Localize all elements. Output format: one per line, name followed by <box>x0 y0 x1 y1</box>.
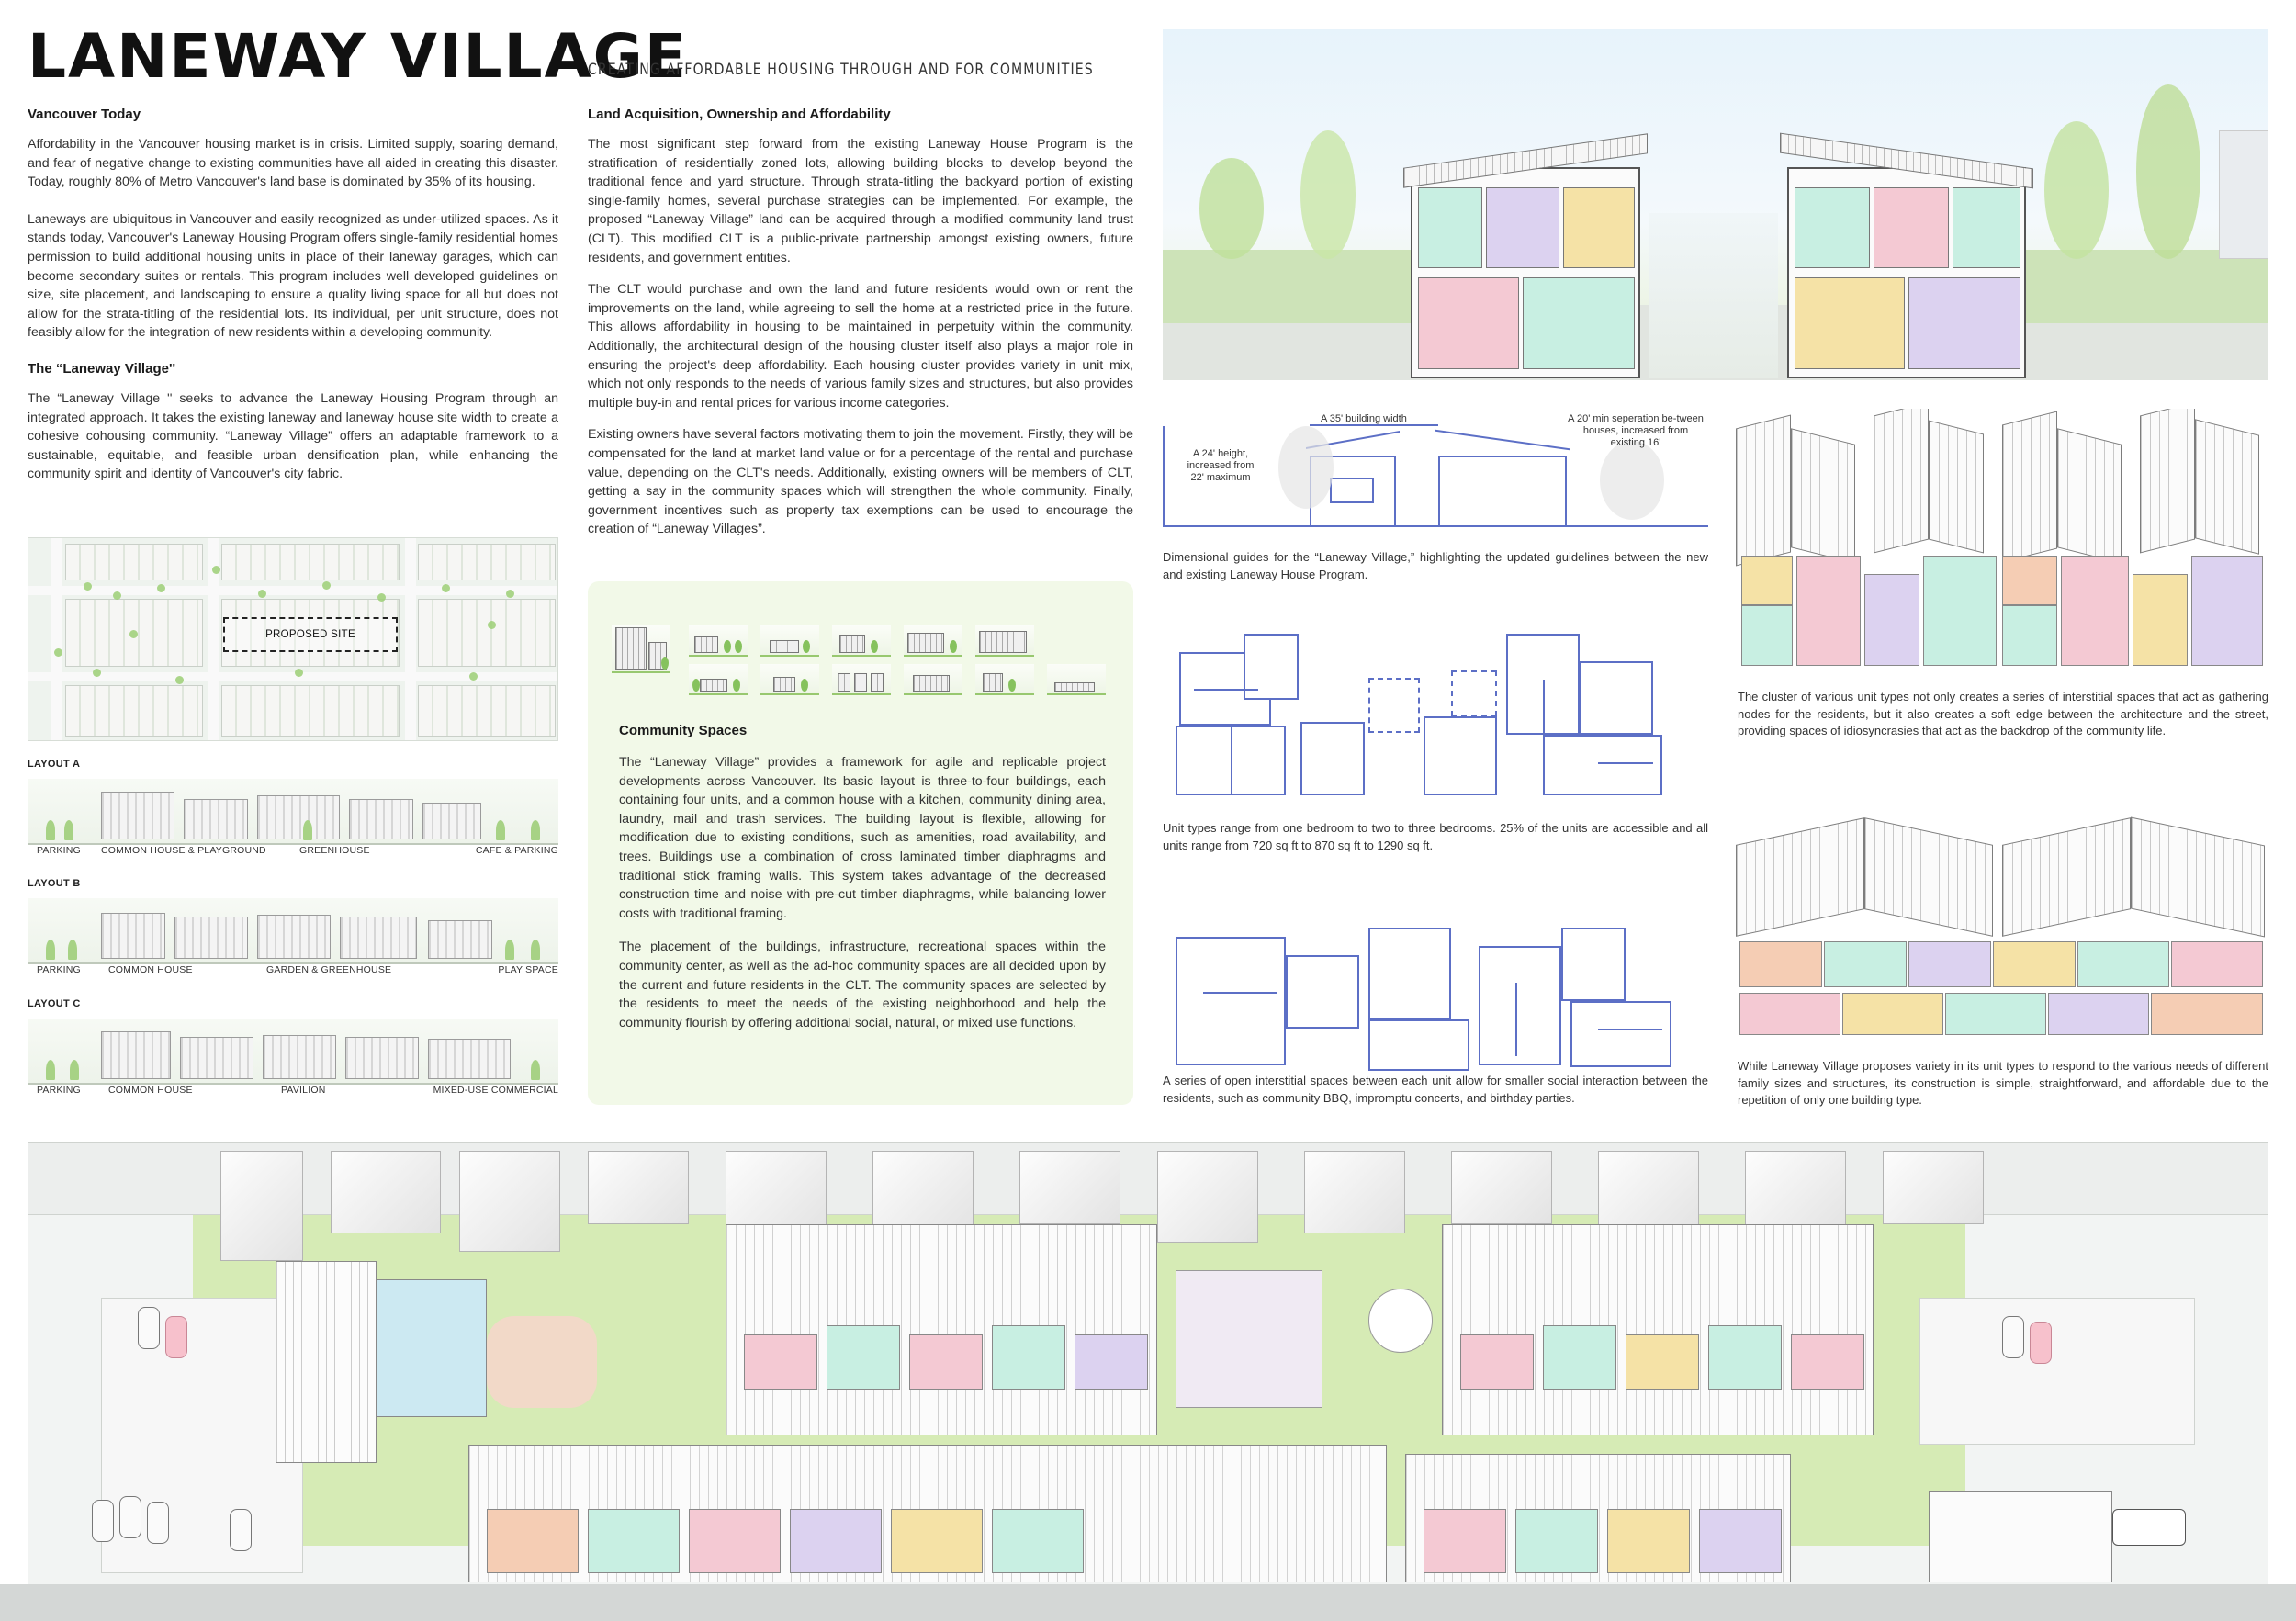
page-subtitle: CREATING AFFORDABLE HOUSING THROUGH AND FOR COMMUNITIES <box>588 61 1094 79</box>
paragraph: The “Laneway Village” provides a framework for agile and replicable project developments across Vancouver. Its basic layout is three-to-four buildings, each containing four units, and a common house with a kitchen, community dining area, laundry, mail and trash services. The building layout is flexible, allowing for modification due to existing conditions, such as amenities, road availability, and trees. Buildings use a combination of cross laminated timber diaphragms and traditional stick framing walls. This system takes advantage of the decreased construction time and noise with pre-cut timber diaphragms, while balancing lower costs with traditional framing. <box>619 755 1106 921</box>
paragraph: Existing owners have several factors motivating them to join the movement. Firstly, they will be compensated for the land at market land value or for a percentage of the rental and purchase value, depending on the CLT's needs. Additionally, existing owners will be members of CLT, getting a say in the community spaces which will strengthen the whole community. Finally, government incentives such as property tax exemptions can be used to encourage the creation of “Laneway Villages”. <box>588 427 1133 537</box>
community-space-thumbnail <box>975 664 1034 695</box>
section-caption: Dimensional guides for the “Laneway Village,” highlighting the updated guidelines between the new and existing Laneway House Program. <box>1163 550 1708 581</box>
unit-floor-plans <box>1176 634 1699 799</box>
community-space-thumbnail <box>689 664 748 695</box>
site-plan-render <box>28 1142 2268 1584</box>
house-section-right <box>1787 167 2026 378</box>
width-label: A 35' building width <box>1321 413 1407 424</box>
layout-labels: PARKING COMMON HOUSE PAVILION MIXED-USE COMMERCIAL <box>37 1085 558 1096</box>
proposed-site-marker: PROPOSED SITE <box>223 617 398 652</box>
layout-labels: PARKING COMMON HOUSE GARDEN & GREENHOUSE PLAY SPACE <box>37 964 558 975</box>
layout-strip <box>28 1019 558 1085</box>
plans-caption-1: Unit types range from one bedroom to two to three bedrooms. 25% of the units are accessible and all units range from 720 sq ft to 870 sq ft to 1290 sq ft. <box>1163 821 1708 852</box>
community-space-thumbnail <box>1047 664 1106 695</box>
house-section-left <box>1411 167 1640 378</box>
layout-title: LAYOUT A <box>28 759 81 770</box>
community-space-thumbnail <box>975 625 1034 657</box>
cluster-caption-2: While Laneway Village proposes variety in its unit types to respond to the various needs of different family sizes and structures, its construction is simple, straightforward, and affordable due to the repetition of only one building type. <box>1738 1059 2268 1107</box>
community-space-thumbnail <box>904 625 962 657</box>
heading-laneway-village: The “Laneway Village'' <box>28 360 176 377</box>
community-space-thumbnail <box>832 625 891 657</box>
community-space-thumbnail <box>760 664 819 695</box>
layout-c <box>28 998 558 1098</box>
site-context-map <box>28 537 558 741</box>
paragraph: Affordability in the Vancouver housing market is in crisis. Limited supply, soaring demand, and fear of negative change to existing communities have all aided in creating this disaster. Today, roughly 80% of Metro Vancouver's land base is dominated by 35% of its housing. <box>28 137 558 190</box>
paragraph: The CLT would purchase and own the land and future residents would own or rent the improvements on the land, while agreeing to sell the home at a restricted price in the future. This allows affordability in housing to be maintained in perpetuity within the community. Additionally, the architectural design of the housing cluster itself also plays a major role in ensuring the project's deep affordability. Each housing cluster provides variety in unit mix, which not only responds to the needs of various family sizes and structures, but also provides multiple buy-in and rental prices for various income categories. <box>588 282 1133 411</box>
interstitial-floor-plans <box>1176 928 1699 1075</box>
community-space-thumbnail <box>760 625 819 657</box>
separation-label: A 20' min seperation be-tween houses, increased from existing 16' <box>1568 413 1704 448</box>
layout-labels: PARKING COMMON HOUSE & PLAYGROUND GREENHOUSE CAFE & PARKING <box>37 845 558 856</box>
cluster-axonometric-2 <box>1736 813 2268 1042</box>
building-thumbnail <box>612 625 670 673</box>
column-land-acquisition <box>588 107 1133 539</box>
layout-b <box>28 878 558 977</box>
dimension-section-diagram <box>1163 413 1708 531</box>
layout-strip <box>28 779 558 845</box>
paragraph: The “Laneway Village '' seeks to advance the Laneway Housing Program through an integrated approach. It takes the existing laneway and laneway house site width to create a cohesive cohousing community. “Laneway Village” offers an adaptable framework to a sustainable, equitable, and feasible urban densification plan, while enhancing the community spirit and identity of Vancouver's city fabric. <box>28 390 558 482</box>
laneway-street-render <box>1163 29 2268 380</box>
cluster-caption-1: The cluster of various unit types not only creates a series of interstitial spaces that act as gathering nodes for the residents, but it also creates a soft edge between the architecture and the street, providing spaces of idiosyncrasies that act as the backdrop of the community life. <box>1738 690 2268 737</box>
community-space-thumbnail <box>832 664 891 695</box>
heading-community-spaces: Community Spaces <box>619 723 748 738</box>
layout-title: LAYOUT C <box>28 998 81 1009</box>
column-vancouver-today <box>28 107 558 484</box>
page-title: LANEWAY VILLAGE <box>28 21 688 92</box>
heading-vancouver-today: Vancouver Today <box>28 107 141 122</box>
plans-caption-2: A series of open interstitial spaces between each unit allow for smaller social interaction between the residents, such as community BBQ, impromptu concerts, and birthday parties. <box>1163 1074 1708 1105</box>
layout-title: LAYOUT B <box>28 878 81 889</box>
community-space-thumbnail <box>904 664 962 695</box>
paragraph: Laneways are ubiquitous in Vancouver and easily recognized as under-utilized spaces. As it stands today, Vancouver's Laneway Housing Program offers single-family residential homes permission to build additional housing units in place of their laneway garages, which can become secondary suites or rentals. This program includes well developed guidelines on size, site placement, and landscaping to ensure a quality living space for all but does not allow for the strata-titling of the residential lots. Its individual, per unit structure, does not feasibly allow for the integration of new residents within a developing community. <box>28 211 558 341</box>
paragraph: The most significant step forward from the existing Laneway House Program is the stratification of residentially zoned lots, allowing building blocks to develop beyond the traditional fence and yard structure. Through strata-titling the backyard portion of existing single-family homes, several purchase strategies can be implemented. For example, the proposed “Laneway Village” land can be acquired through a modified community land trust (CLT). This modified CLT is a public-private partnership amongst existing owners, future residents, and government entities. <box>588 137 1133 265</box>
layout-strip <box>28 898 558 964</box>
paragraph: The placement of the buildings, infrastructure, recreational spaces within the community center, as well as the ad-hoc community spaces are all decided upon by the current and future residents in the CLT. The community spaces are selected by the residents to meet the needs of the existing neighborhood and help the community flourish by offering additional social, natural, or mixed use functions. <box>619 940 1106 1030</box>
cluster-axonometric-1 <box>1736 409 2268 675</box>
heading-land-acquisition: Land Acquisition, Ownership and Affordability <box>588 107 891 122</box>
height-label: A 24' height, increased from 22' maximum <box>1187 448 1255 483</box>
community-space-thumbnail <box>689 625 748 657</box>
layout-a <box>28 759 558 858</box>
ground-band <box>0 1584 2296 1621</box>
community-spaces-panel <box>588 581 1133 1105</box>
